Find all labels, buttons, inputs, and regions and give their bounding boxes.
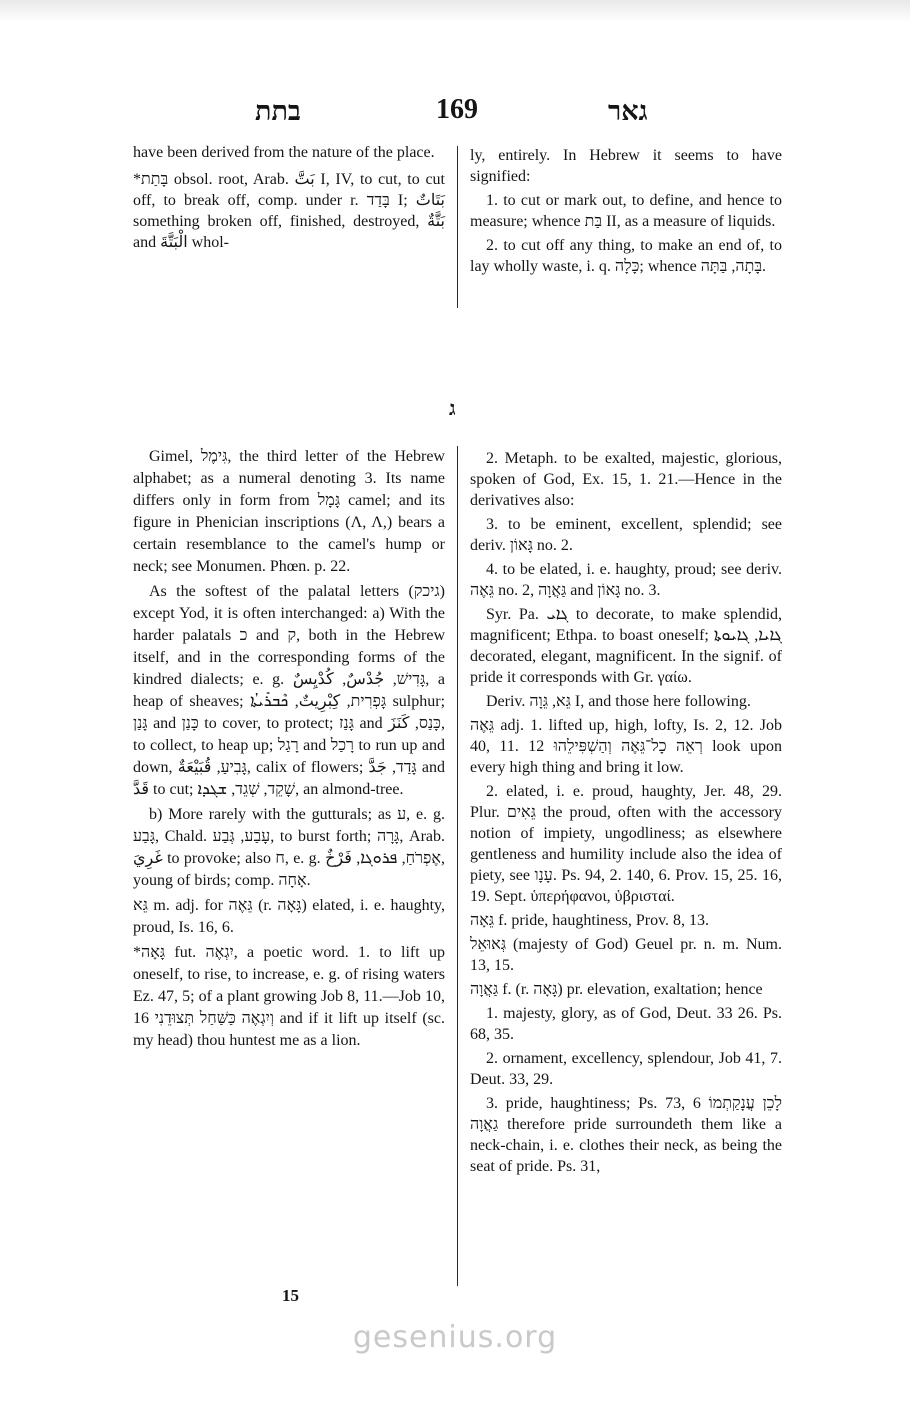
paragraph: have been derived from the nature of the place. (133, 144, 435, 161)
paragraph: גֵּאָה f. pride, haughtiness, Prov. 8, 13. (470, 912, 710, 929)
top-left-column (133, 142, 445, 253)
paragraph: גֵּא m. adj. for גֵּאֶה (r. גָּאָה) elated, i. e. haughty, proud, Is. 16, 6. (133, 897, 446, 936)
signature-mark: 15 (282, 1286, 299, 1305)
header-left-word: בתת (255, 96, 301, 126)
paragraph: גֵּאֶה adj. 1. lifted up, high, lofty, Is. 2, 12. Job 40, 11. 12 רְאֵה כָל־גֵּאֶה וְהַשְׁפִּילֵהוּ look upon every high thing and bring it low. (470, 717, 782, 776)
paragraph: 2. Metaph. to be exalted, majestic, glorious, spoken of God, Ex. 15, 1. 21.—Hence in the derivatives also: (470, 450, 782, 509)
top-right-column (470, 145, 782, 277)
section-letter: ג (449, 398, 456, 420)
header-right-word: גאר (608, 96, 648, 126)
right-column (470, 448, 782, 1177)
paragraph: 4. to be elated, i. e. haughty, proud; see deriv. גֵּאֶה no. 2, גַּאֲוָה and גָּאוֹן no. 3. (470, 561, 782, 599)
paragraph: 3. pride, haughtiness; Ps. 73, 6 לָכֵן עֲנָקַתְמוֹ גַאֲוָה therefore pride surroundeth them like a neck-chain, i. e. clothes their neck, as being the seat of pride. Ps. 31, (470, 1095, 782, 1175)
left-column (133, 446, 445, 1052)
paragraph: 2. ornament, excellency, splendour, Job 41, 7. Deut. 33, 29. (470, 1050, 782, 1088)
paragraph: 2. to cut off any thing, to make an end of, to lay wholly waste, i. q. כָּלָה; whence בָּתָה, בַּתָּה. (470, 237, 782, 275)
page-number: 169 (436, 94, 478, 125)
paragraph: *בָּתַת obsol. root, Arab. بَتَّ I, IV, to cut, to cut off, to break off, comp. under r. בָּדַד I; بَتَاتٌ something broken off, finished, destroyed, بَتَّةٌ and الْبَتَّةَ whol- (133, 171, 445, 251)
paragraph: 2. elated, i. e. proud, haughty, Jer. 48, 29. Plur. גֵּאִים the proud, often with the accessory notion of impiety, ungodliness; as elsewhere gentleness and humility include also the idea of piety, see עָנָו. Ps. 94, 2. 140, 6. Prov. 15, 25. 16, 19. Sept. ὑπερήφανοι, ὑβρισταί. (470, 783, 782, 905)
paragraph: Deriv. גֵּא, גֵּוָה I, and those here following. (486, 693, 751, 710)
paragraph: גְּאוּאֵל (majesty of God) Geuel pr. n. m. Num. 13, 15. (470, 936, 782, 974)
column-divider-top (457, 146, 458, 308)
paragraph: *גָּאָה fut. יִגְאֶה, a poetic word. 1. to lift up oneself, to rise, to increase, e. g. of rising waters Ez. 47, 5; of a plant growing Job 8, 11.—Job 10, 16 וְיִגְאֶה כַּשַּׁחַל תְּצוּדֵנִי and if it lift up itself (sc. my head) thou huntest me as a lion. (133, 944, 446, 1049)
paragraph: 1. to cut or mark out, to define, and hence to measure; whence בַּת II, as a measure of liquids. (470, 192, 782, 230)
scan-edge (0, 0, 910, 22)
paragraph: b) More rarely with the gutturals; as ע, e. g. גָּבַע, Chald. עָבַע, גְּבַע, to burst forth; גָּרָה, Arab. غَرِيَ to provoke; also ח, e. g. אֶפְרֹחַ, ܦܪܘܓܐ, فَرْخٌ, young of birds; comp. אָחָה. (133, 806, 446, 889)
paragraph: As the softest of the palatal letters (גיכק) except Yod, it is often interchanged: a) With the harder palatals כ and ק, both in the Hebrew itself, and in the corresponding forms of the kindred dialects; e. g. גָּדִישׁ, جُدْسٌ, كُدْيِسٌ, a heap of sheaves; גָּפְרִית, كِبْرِيتٌ, ܟܶܒܪܺܝܬܳܐ sulphur; גָּנַן and כָּנַן to cover, to protect; גָּנַז and כָּנַס, كَنَزَ, to collect, to heap up; רָגַל and רָכַל to run up and down, גָּבִיעַ, قُبَيْعَةٌ, calix of flowers; גָּדַד, جَدَّ and قَدَّ to cut; שָׁקֵד, שְׁגֵד, ܫܓܕܐ, an almond-tree. (133, 583, 446, 798)
paragraph: 3. to be eminent, excellent, splendid; see deriv. גָּאוֹן no. 2. (470, 516, 782, 554)
paragraph: גַּאֲוָה f. (r. גָּאָה) pr. elevation, exaltation; hence (470, 981, 763, 998)
paragraph: ly, entirely. In Hebrew it seems to have signified: (470, 147, 782, 185)
watermark: gesenius.org (352, 1320, 558, 1355)
column-divider-main (457, 446, 458, 1286)
paragraph: Gimel, גִּימֶל, the third letter of the Hebrew alphabet; as a numeral denoting 3. Its name differs only in form from גָּמָל camel; and its figure in Phenician inscriptions (Λ, Λ,) bears a certain resemblance to the camel's hump or neck; see Monumen. Phœn. p. 22. (133, 448, 446, 575)
paragraph: Syr. Pa. ܓܐܝ to decorate, to make splendid, magnificent; Ethpa. to boast oneself; ܓܐܝܐ, ܓܐܝܘܬܐ decorated, elegant, magnificent. In the signif. of pride it corresponds with Gr. γαίω. (470, 606, 783, 686)
paragraph: 1. majesty, glory, as of God, Deut. 33 26. Ps. 68, 35. (470, 1005, 782, 1043)
